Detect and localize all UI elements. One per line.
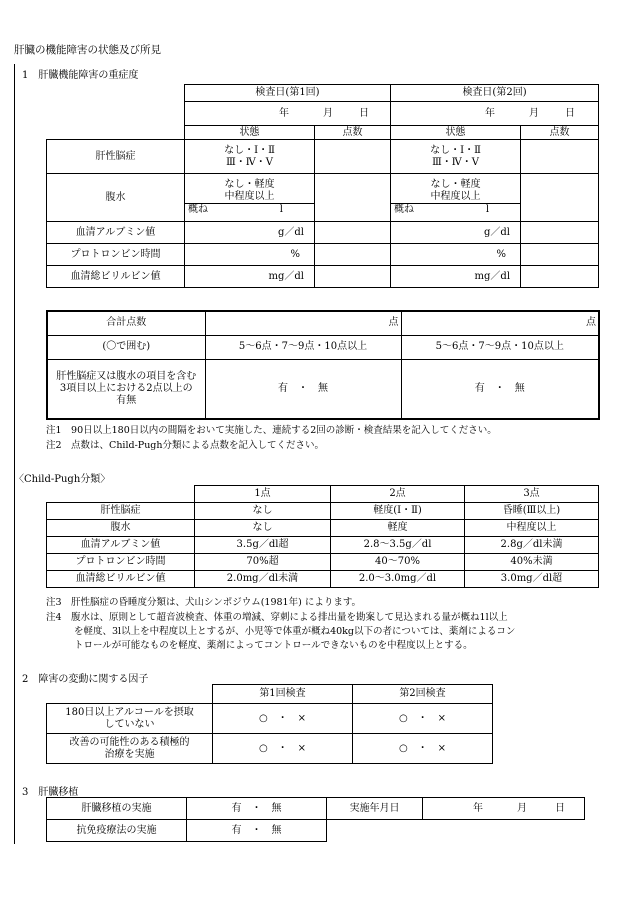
exam1-header: 検査日(第1回) bbox=[185, 85, 391, 102]
encephalopathy-options-2[interactable]: なし・Ⅰ・Ⅱ Ⅲ・Ⅳ・Ⅴ bbox=[391, 140, 521, 174]
alcohol-mark-1[interactable]: ○ ・ × bbox=[213, 704, 353, 734]
childpugh-title: 〈Child-Pugh分類〉 bbox=[14, 474, 111, 485]
cp-cell: 2.8g／dl未満 bbox=[465, 537, 599, 554]
immuno-yesno[interactable]: 有 ・ 無 bbox=[187, 820, 327, 842]
cp-row-label: 腹水 bbox=[47, 520, 195, 537]
treatment-mark-2[interactable]: ○ ・ × bbox=[353, 734, 493, 764]
immuno-label: 抗免疫療法の実施 bbox=[47, 820, 187, 842]
transplant-date-label: 実施年月日 bbox=[327, 798, 423, 820]
prothrombin-label: プロトロンビン時間 bbox=[47, 244, 185, 266]
childpugh-table bbox=[46, 485, 599, 588]
albumin-label: 血清アルブミン値 bbox=[47, 222, 185, 244]
alcohol-label: 180日以上アルコールを摂取していない bbox=[47, 704, 213, 734]
cp-cell: 軽度(Ⅰ・Ⅱ) bbox=[331, 503, 465, 520]
exam1-col: 第1回検査 bbox=[213, 685, 353, 704]
two-point-item-label: 肝性脳症又は腹水の項目を含む3項目以上における2点以上の有無 bbox=[47, 359, 205, 419]
cp-row-label: プロトロンビン時間 bbox=[47, 554, 195, 571]
page-title: 肝臓の機能障害の状態及び所見 bbox=[14, 44, 161, 56]
exam2-col: 第2回検査 bbox=[353, 685, 493, 704]
cp-header-1: 1点 bbox=[195, 486, 331, 503]
circle-instruction: (〇で囲む) bbox=[47, 335, 205, 359]
cp-header-2: 2点 bbox=[331, 486, 465, 503]
section2-heading: 2 障害の変動に関する因子 bbox=[22, 674, 149, 685]
transplant-label: 肝臓移植の実施 bbox=[47, 798, 187, 820]
cp-row-label: 血清アルブミン値 bbox=[47, 537, 195, 554]
cp-cell: 3.5g／dl超 bbox=[195, 537, 331, 554]
cp-cell: なし bbox=[195, 520, 331, 537]
encephalopathy-label: 肝性脳症 bbox=[47, 140, 185, 174]
encephalopathy-options-1[interactable]: なし・Ⅰ・Ⅱ Ⅲ・Ⅳ・Ⅴ bbox=[185, 140, 315, 174]
treatment-label: 改善の可能性のある積極的治療を実施 bbox=[47, 734, 213, 764]
bilirubin-value-2[interactable]: mg／dl bbox=[391, 266, 521, 288]
note-4-line2: を軽度、3l以上を中程度以上とするが、小児等で体重が概ね40kg以下の者については、薬剤によるコン bbox=[74, 626, 516, 637]
cp-cell: 2.0mg／dl未満 bbox=[195, 571, 331, 588]
transplant-date[interactable]: 年 月 日 bbox=[423, 798, 585, 820]
state-header-1: 状態 bbox=[185, 126, 315, 140]
bilirubin-score-2[interactable] bbox=[521, 266, 599, 288]
prothrombin-value-2[interactable]: % bbox=[391, 244, 521, 266]
cp-cell: なし bbox=[195, 503, 331, 520]
ascites-score-2[interactable] bbox=[521, 174, 599, 222]
alcohol-mark-2[interactable]: ○ ・ × bbox=[353, 704, 493, 734]
treatment-mark-1[interactable]: ○ ・ × bbox=[213, 734, 353, 764]
albumin-value-2[interactable]: g／dl bbox=[391, 222, 521, 244]
exam2-header: 検査日(第2回) bbox=[391, 85, 599, 102]
ascites-label: 腹水 bbox=[47, 174, 185, 222]
note-1: 注1 90日以上180日以内の間隔をおいて実施した、連続する2回の診断・検査結果を記入してください。 bbox=[46, 425, 497, 436]
encephalopathy-score-1[interactable] bbox=[315, 140, 391, 174]
prothrombin-value-1[interactable]: % bbox=[185, 244, 315, 266]
ascites-score-1[interactable] bbox=[315, 174, 391, 222]
cp-header-3: 3点 bbox=[465, 486, 599, 503]
total-score-2[interactable]: 点 bbox=[401, 311, 599, 335]
cp-row-label: 肝性脳症 bbox=[47, 503, 195, 520]
albumin-value-1[interactable]: g／dl bbox=[185, 222, 315, 244]
fluctuation-table bbox=[46, 684, 493, 764]
albumin-score-1[interactable] bbox=[315, 222, 391, 244]
cp-cell: 3.0mg／dl超 bbox=[465, 571, 599, 588]
cp-cell: 40〜70% bbox=[331, 554, 465, 571]
score-header-2: 点数 bbox=[521, 126, 599, 140]
section1-heading: 1 肝臓機能障害の重症度 bbox=[22, 70, 139, 81]
cp-cell: 軽度 bbox=[331, 520, 465, 537]
cp-cell: 2.0〜3.0mg／dl bbox=[331, 571, 465, 588]
score-header-1: 点数 bbox=[315, 126, 391, 140]
exam1-date[interactable]: 年 月 日 bbox=[185, 102, 391, 126]
prothrombin-score-2[interactable] bbox=[521, 244, 599, 266]
total-score-table bbox=[46, 310, 600, 420]
state-header-2: 状態 bbox=[391, 126, 521, 140]
bilirubin-label: 血清総ビリルビン値 bbox=[47, 266, 185, 288]
total-choices-1[interactable]: 5〜6点・7〜9点・10点以上 bbox=[205, 335, 401, 359]
exam2-date[interactable]: 年 月 日 bbox=[391, 102, 599, 126]
total-choices-2[interactable]: 5〜6点・7〜9点・10点以上 bbox=[401, 335, 599, 359]
note-2: 注2 点数は、Child-Pugh分類による点数を記入してください。 bbox=[46, 440, 325, 451]
bilirubin-value-1[interactable]: mg／dl bbox=[185, 266, 315, 288]
ascites-options-1[interactable]: なし・軽度 中程度以上 概ね l bbox=[185, 174, 315, 222]
encephalopathy-score-2[interactable] bbox=[521, 140, 599, 174]
severity-table bbox=[46, 84, 599, 288]
two-point-yesno-1[interactable]: 有 ・ 無 bbox=[205, 359, 401, 419]
transplant-table bbox=[46, 797, 585, 842]
total-score-1[interactable]: 点 bbox=[205, 311, 401, 335]
two-point-yesno-2[interactable]: 有 ・ 無 bbox=[401, 359, 599, 419]
note-3: 注3 肝性脳症の昏睡度分類は、犬山シンポジウム(1981年) によります。 bbox=[46, 597, 362, 608]
cp-cell: 70%超 bbox=[195, 554, 331, 571]
total-label: 合計点数 bbox=[47, 311, 205, 335]
note-4-line1: 注4 腹水は、原則として超音波検査、体重の増減、穿刺による排出量を勘案して見込まれる量が概ね1l以上 bbox=[46, 612, 508, 623]
cp-cell: 中程度以上 bbox=[465, 520, 599, 537]
prothrombin-score-1[interactable] bbox=[315, 244, 391, 266]
bilirubin-score-1[interactable] bbox=[315, 266, 391, 288]
ascites-options-2[interactable]: なし・軽度 中程度以上 概ね l bbox=[391, 174, 521, 222]
note-4-line3: トロールが可能なものを軽度、薬剤によってコントロールできないものを中程度以上とする。 bbox=[74, 640, 473, 651]
left-margin-line bbox=[14, 64, 15, 844]
cp-row-label: 血清総ビリルビン値 bbox=[47, 571, 195, 588]
albumin-score-2[interactable] bbox=[521, 222, 599, 244]
cp-cell: 2.8〜3.5g／dl bbox=[331, 537, 465, 554]
cp-cell: 40%未満 bbox=[465, 554, 599, 571]
transplant-yesno[interactable]: 有 ・ 無 bbox=[187, 798, 327, 820]
section3-heading: 3 肝臓移植 bbox=[22, 787, 79, 798]
cp-cell: 昏睡(Ⅲ以上) bbox=[465, 503, 599, 520]
